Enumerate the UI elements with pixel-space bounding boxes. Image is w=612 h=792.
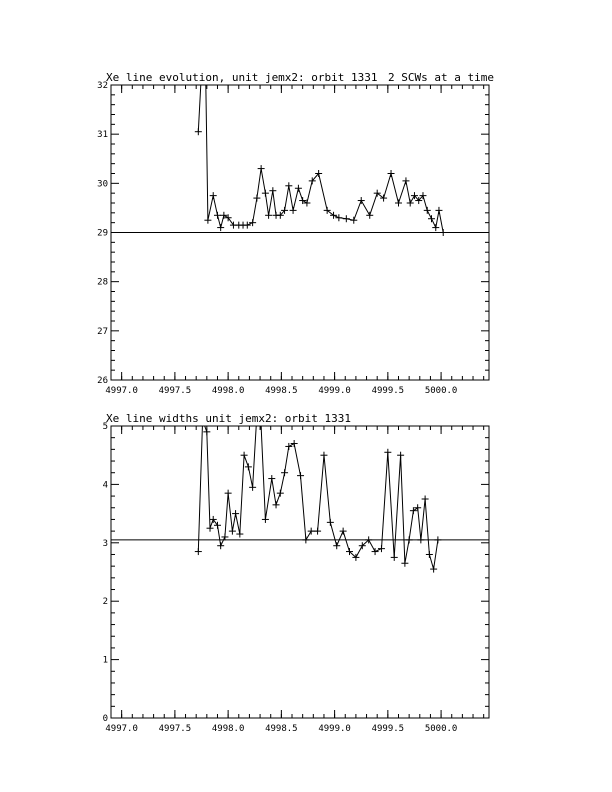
data-point bbox=[320, 452, 327, 459]
data-point bbox=[424, 207, 431, 214]
data-point bbox=[378, 545, 385, 552]
data-point bbox=[249, 484, 256, 491]
x-tick-label: 4999.0 bbox=[318, 724, 351, 734]
data-point bbox=[401, 560, 408, 567]
data-point bbox=[265, 212, 272, 219]
plot-frame bbox=[111, 426, 489, 718]
data-point bbox=[245, 463, 252, 470]
x-tick-label: 4997.5 bbox=[158, 724, 192, 734]
x-tick-label: 4997.5 bbox=[158, 386, 192, 396]
y-tick-label: 5 bbox=[102, 422, 108, 432]
data-point bbox=[340, 528, 347, 535]
chart-subtitle: 2 SCWs at a time bbox=[388, 71, 494, 84]
data-point bbox=[277, 490, 284, 497]
x-tick-label: 4998.0 bbox=[211, 386, 245, 396]
data-point bbox=[391, 554, 398, 561]
data-point bbox=[430, 566, 437, 573]
data-point bbox=[407, 200, 414, 207]
data-point bbox=[236, 531, 243, 538]
x-tick-label: 4999.0 bbox=[318, 386, 351, 396]
data-point bbox=[241, 452, 248, 459]
y-tick-label: 0 bbox=[102, 714, 108, 724]
y-tick-label: 1 bbox=[102, 655, 108, 666]
data-point bbox=[268, 475, 275, 482]
data-point bbox=[232, 510, 239, 517]
data-point bbox=[295, 185, 302, 192]
data-point bbox=[358, 197, 365, 204]
data-point bbox=[406, 536, 413, 543]
data-point bbox=[229, 528, 236, 535]
chart-title: Xe line evolution, unit jemx2: orbit 1331 bbox=[106, 71, 378, 84]
data-point bbox=[253, 195, 260, 202]
data-point bbox=[426, 551, 433, 558]
data-point bbox=[290, 207, 297, 214]
data-point bbox=[327, 519, 334, 526]
data-point bbox=[273, 501, 280, 508]
data-point bbox=[402, 177, 409, 184]
data-point bbox=[302, 536, 309, 543]
data-point bbox=[395, 200, 402, 207]
data-point bbox=[217, 224, 224, 231]
data-point bbox=[417, 536, 424, 543]
data-point bbox=[314, 528, 321, 535]
data-point bbox=[210, 516, 217, 523]
data-point bbox=[203, 428, 210, 435]
data-point bbox=[333, 542, 340, 549]
x-tick-label: 4998.5 bbox=[265, 724, 298, 734]
y-tick-label: 28 bbox=[97, 277, 108, 288]
y-tick-label: 27 bbox=[97, 326, 108, 337]
data-point bbox=[428, 215, 435, 222]
data-point bbox=[435, 207, 442, 214]
data-point bbox=[269, 187, 276, 194]
data-point bbox=[258, 165, 265, 172]
data-point bbox=[440, 229, 447, 236]
data-point bbox=[308, 528, 315, 535]
data-point bbox=[297, 472, 304, 479]
data-point bbox=[262, 516, 269, 523]
data-point bbox=[384, 449, 391, 456]
data-point bbox=[281, 469, 288, 476]
series-line bbox=[198, 414, 438, 569]
y-tick-label: 31 bbox=[97, 130, 108, 141]
data-point bbox=[210, 192, 217, 199]
x-tick-label: 4998.5 bbox=[265, 386, 298, 396]
data-point bbox=[285, 182, 292, 189]
data-point bbox=[225, 490, 232, 497]
y-tick-label: 4 bbox=[102, 480, 108, 491]
chart-title: Xe line widths unit jemx2: orbit 1331 bbox=[106, 412, 352, 425]
data-point bbox=[207, 525, 214, 532]
data-point bbox=[214, 212, 221, 219]
data-point bbox=[397, 452, 404, 459]
data-point bbox=[372, 548, 379, 555]
data-point bbox=[343, 215, 350, 222]
x-tick-label: 4997.0 bbox=[105, 386, 138, 396]
y-tick-label: 3 bbox=[102, 538, 108, 549]
y-tick-label: 29 bbox=[97, 228, 108, 239]
data-point bbox=[195, 128, 202, 135]
data-point bbox=[350, 217, 357, 224]
data-point bbox=[214, 522, 221, 529]
data-point bbox=[434, 536, 441, 543]
y-tick-label: 30 bbox=[97, 179, 108, 190]
data-point bbox=[366, 212, 373, 219]
data-point bbox=[204, 217, 211, 224]
y-tick-label: 2 bbox=[102, 597, 108, 608]
data-point bbox=[262, 190, 269, 197]
y-tick-label: 32 bbox=[97, 81, 108, 91]
x-tick-label: 5000.0 bbox=[424, 724, 458, 734]
chart-panel-2 bbox=[103, 412, 489, 734]
data-point bbox=[388, 170, 395, 177]
x-tick-label: 4997.0 bbox=[105, 724, 138, 734]
chart-panel-1 bbox=[97, 11, 494, 396]
data-point bbox=[195, 548, 202, 555]
data-point bbox=[217, 542, 224, 549]
y-tick-label: 26 bbox=[97, 376, 108, 386]
x-tick-label: 4999.5 bbox=[371, 386, 405, 396]
x-tick-label: 5000.0 bbox=[424, 386, 458, 396]
x-tick-label: 4998.0 bbox=[211, 724, 245, 734]
series-line bbox=[198, 11, 443, 232]
x-tick-label: 4999.5 bbox=[371, 724, 405, 734]
data-point bbox=[432, 224, 439, 231]
data-point bbox=[422, 496, 429, 503]
